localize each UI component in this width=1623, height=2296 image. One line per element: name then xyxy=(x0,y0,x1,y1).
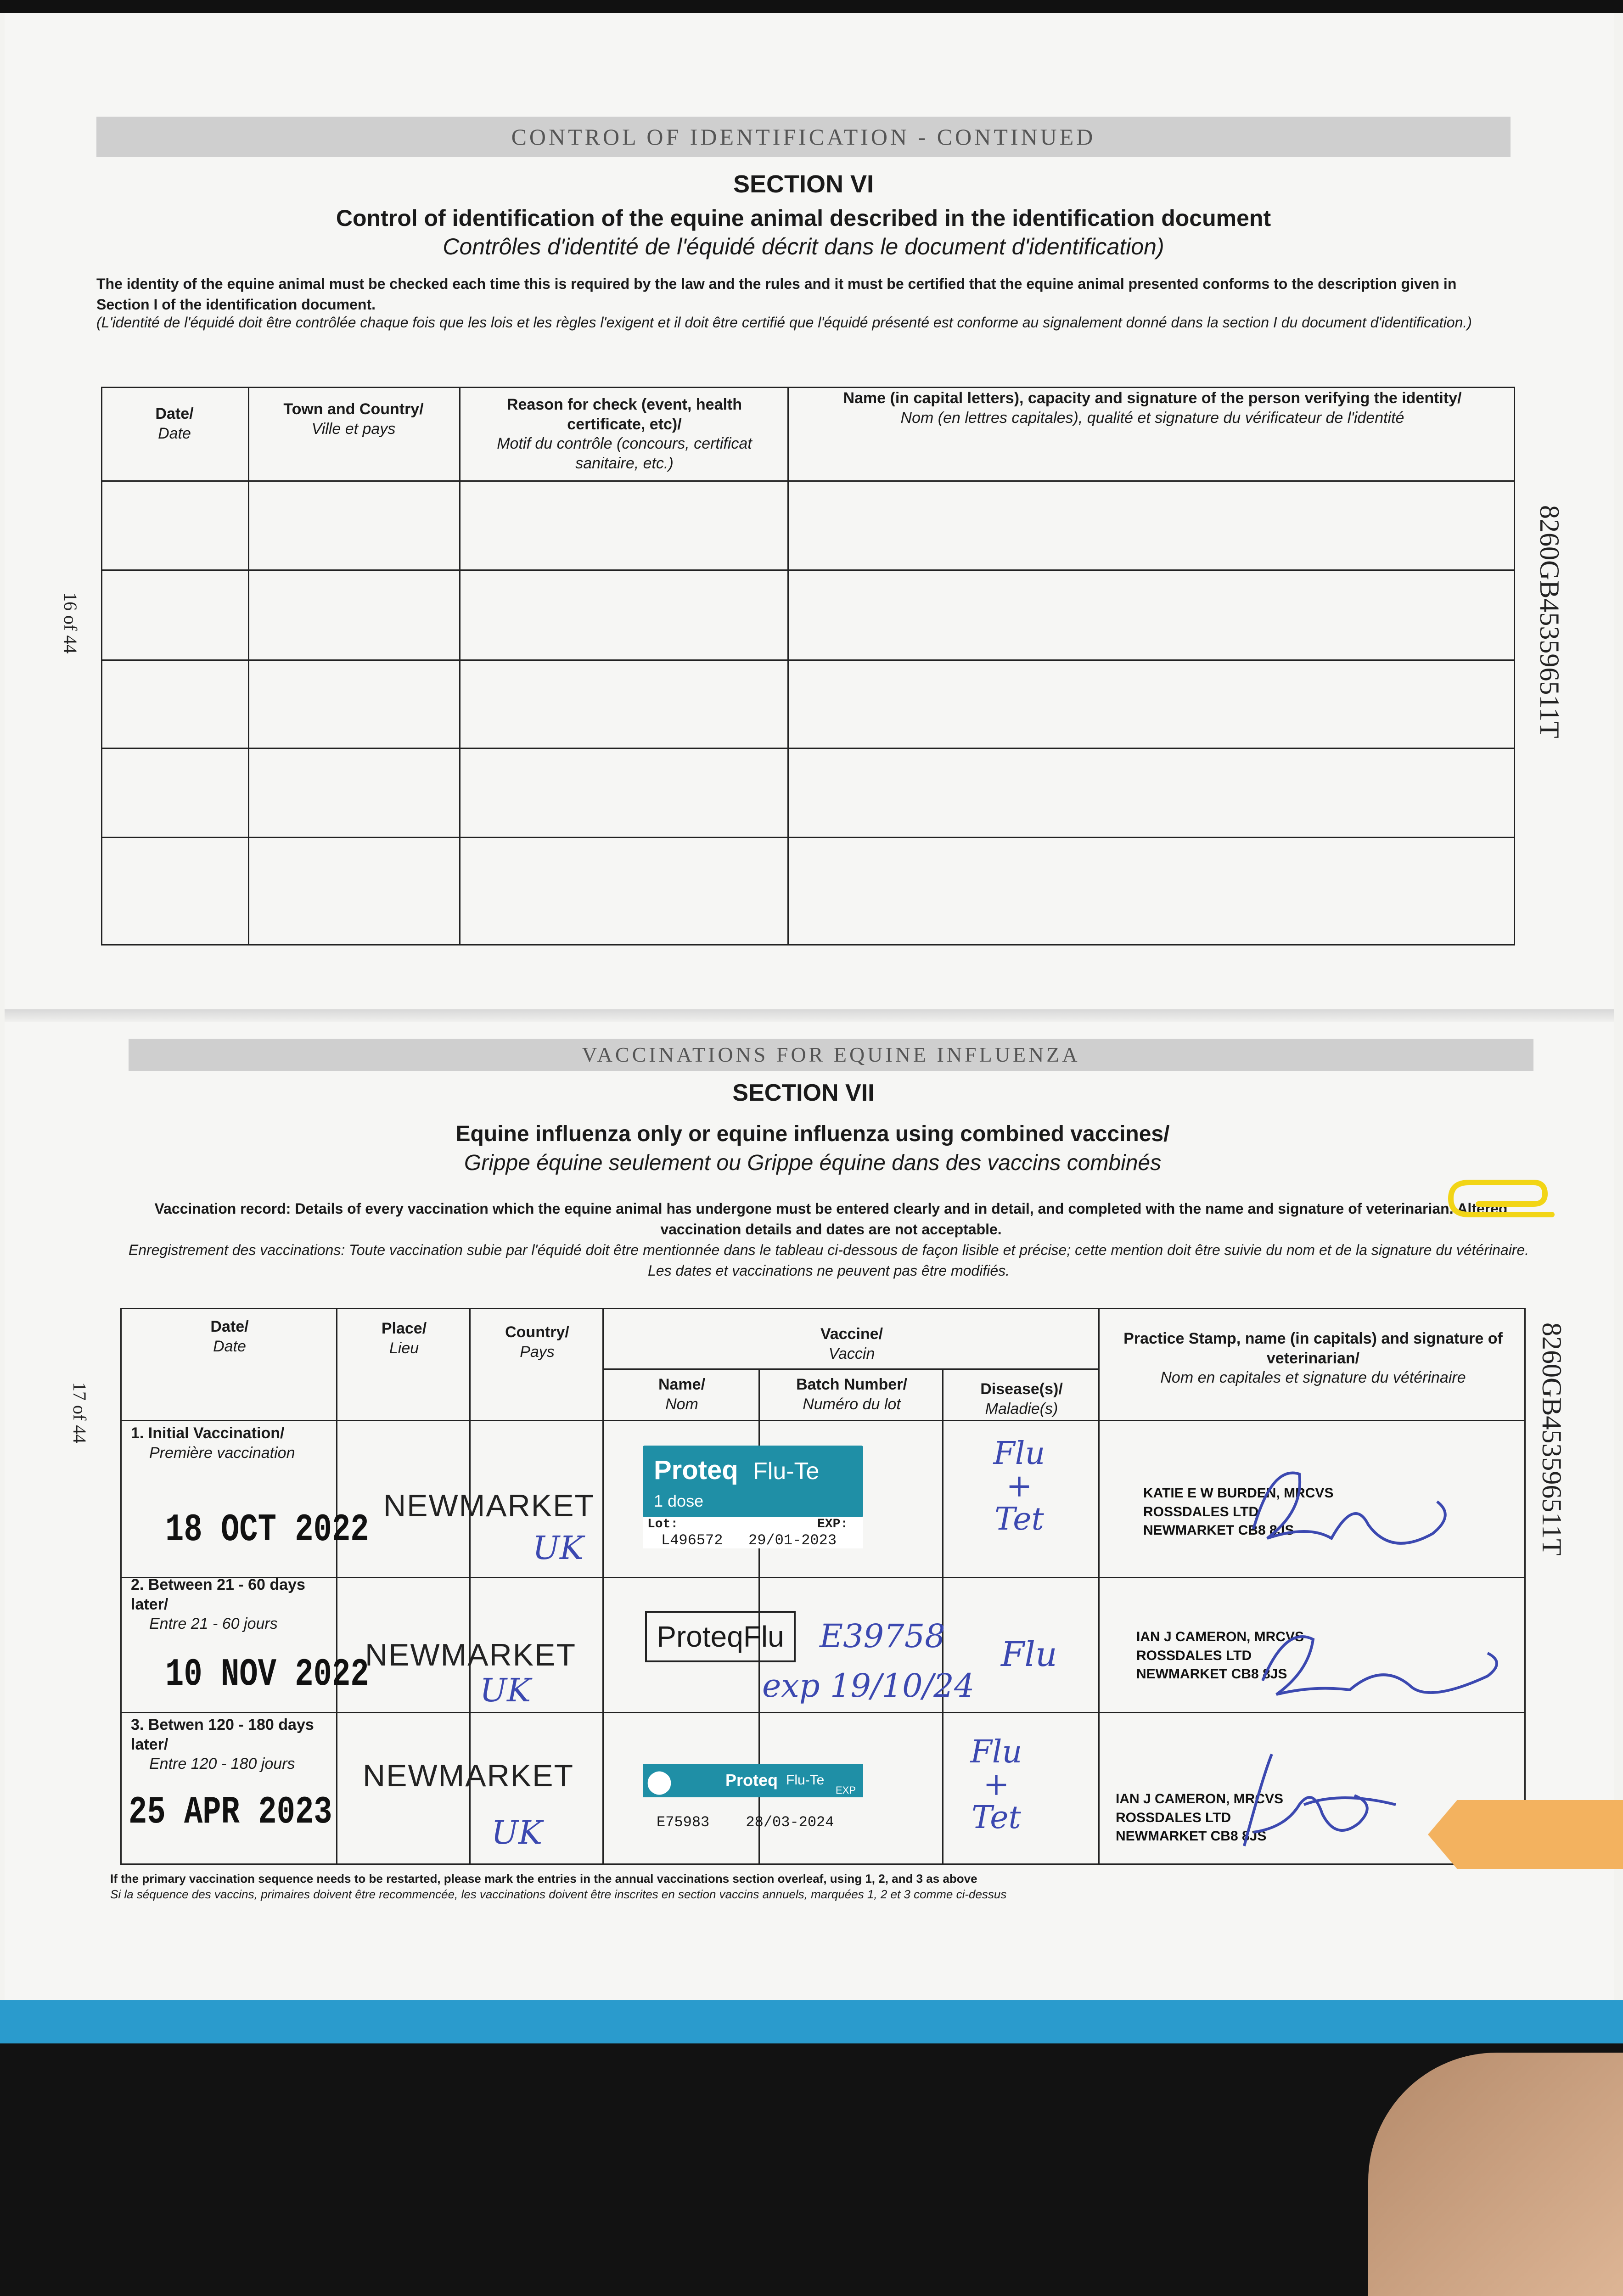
row2-vaccine-name-stamp: ProteqFlu xyxy=(645,1611,796,1662)
vac-col-date: Date/ Date xyxy=(210,1318,249,1355)
vac-col-vaccine: Vaccine/ Vaccin xyxy=(820,1325,883,1362)
row1-place-stamp: NEWMARKET xyxy=(383,1488,595,1523)
section7-heading: SECTION VII xyxy=(732,1080,875,1106)
vac-col-country: Country/ Pays xyxy=(505,1323,569,1361)
row2-place-stamp: NEWMARKET xyxy=(365,1638,576,1672)
row2-disease: Flu xyxy=(1001,1635,1057,1674)
row2-label: 2. Between 21 - 60 days later/ Entre 21 - 60 jours xyxy=(131,1576,305,1632)
section6-heading: SECTION VI xyxy=(733,170,874,198)
row3-vaccine-icon: ⬤ xyxy=(646,1768,672,1794)
finger xyxy=(1368,2053,1623,2296)
section7-footnote-fr: Si la séquence des vaccins, primaires doivent être recommencée, les vaccinations doivent être inscrites en section vaccins annuels, marquées 1, 2 et 3 comme ci-dessus xyxy=(110,1887,1007,1901)
section7-title-fr: Grippe équine seulement ou Grippe équine dans des vaccins combinés xyxy=(464,1151,1162,1175)
id-col-town: Town and Country/ Ville et pays xyxy=(283,400,424,438)
vac-col-disease: Disease(s)/ Maladie(s) xyxy=(980,1380,1063,1418)
page-number-16: 16 of 44 xyxy=(60,592,81,654)
section7-title-en: Equine influenza only or equine influenza using combined vaccines/ xyxy=(455,1122,1170,1146)
row1-vaccine-lot-strip xyxy=(643,1517,863,1548)
row1-vaccine-product: Flu-Te xyxy=(753,1458,820,1485)
row3-exp: 28/03-2024 xyxy=(746,1814,834,1831)
row1-exp: 29/01-2023 xyxy=(748,1532,837,1549)
row1-lot-label: Lot: xyxy=(647,1517,679,1531)
row1-disease: Flu + Tet xyxy=(993,1435,1045,1537)
row3-vaccine-product: Flu-Te xyxy=(786,1773,825,1788)
row1-vet-stamp: KATIE E W BURDEN, MRCVS ROSSDALES LTD NEWMARKET CB8 8JS xyxy=(1143,1486,1334,1538)
passport-cover-edge xyxy=(0,2000,1623,2043)
paper-clip xyxy=(1442,1171,1561,1226)
row1-vaccine-brand: Proteq xyxy=(654,1455,738,1485)
section6-instructions-en: The identity of the equine animal must be checked each time this is required by the law and the rules and it must be certified that the equine animal presented conforms to the description given in Section I of the identification document. xyxy=(96,276,1457,313)
row3-exp-label: EXP xyxy=(836,1784,856,1796)
row2-batch: E39758 xyxy=(820,1617,945,1655)
row3-vaccine-label xyxy=(643,1764,863,1797)
row3-place-stamp: NEWMARKET xyxy=(363,1758,574,1793)
id-col-reason: Reason for check (event, health certificate, etc)/ Motif du contrôle (concours, certificat sanitaire, etc.) xyxy=(497,396,752,472)
row3-date-stamp: 25 APR 2023 xyxy=(129,1791,332,1835)
row1-label: 1. Initial Vaccination/ Première vaccination xyxy=(131,1424,295,1462)
row3-country: UK xyxy=(491,1814,543,1851)
row3-vet-stamp: IAN J CAMERON, MRCVS ROSSDALES LTD NEWMARKET CB8 8JS xyxy=(1116,1791,1284,1844)
vac-col-batch: Batch Number/ Numéro du lot xyxy=(796,1376,907,1413)
row3-vaccine-brand: Proteq xyxy=(725,1771,778,1790)
section7-footnote-en: If the primary vaccination sequence needs to be restarted, please mark the entries in the annual vaccinations section overleaf, using 1, 2, and 3 as above xyxy=(110,1872,977,1885)
row3-label: 3. Betwen 120 - 180 days later/ Entre 120 - 180 jours xyxy=(131,1716,314,1773)
section6-title-en: Control of identification of the equine animal described in the identification document xyxy=(336,205,1271,231)
id-col-verifier: Name (in capital letters), capacity and signature of the person verifying the identity/ Nom (en lettres capitales), qualité et signature du vérificateur de l'identité xyxy=(843,389,1462,427)
row3-vet-signature xyxy=(1221,1740,1460,1860)
section7-instructions-en: Vaccination record: Details of every vaccination which the equine animal has undergone must be entered clearly and in detail, and completed with the name and signature of veterinarian. Altered vaccination details and dates are not acceptable. xyxy=(154,1200,1508,1238)
row1-country: UK xyxy=(533,1529,584,1567)
row1-vaccine-dose: 1 dose xyxy=(654,1491,704,1510)
row1-exp-label: EXP: xyxy=(817,1517,848,1531)
page-number-17: 17 of 44 xyxy=(69,1382,90,1444)
row3-lot-strip xyxy=(657,1814,859,1831)
section6-instructions-fr: (L'identité de l'équidé doit être contrôlée chaque fois que les lois et les règles l'exigent et il doit être certifié que l'équidé présenté est conforme au signalement donné dans la section I du document d'identification.) xyxy=(96,314,1472,331)
scanner-top-edge xyxy=(0,0,1623,13)
vac-col-place: Place/ Lieu xyxy=(381,1320,427,1357)
row2-vet-signature xyxy=(1230,1607,1515,1713)
id-col-date: Date/ Date xyxy=(155,405,194,442)
row2-vet-stamp: IAN J CAMERON, MRCVS ROSSDALES LTD NEWMARKET CB8 8JS xyxy=(1136,1629,1304,1682)
section6-title-fr: Contrôles d'identité de l'équidé décrit dans le document d'identification) xyxy=(443,234,1164,259)
section7-instructions-fr: Enregistrement des vaccinations: Toute vaccination subie par l'équidé doit être mentionnée dans le tableau ci-dessous de façon lisible et précise; cette mention doit être suivie du nom et de la signature du vétérinaire. Les dates et vaccinations ne peuvent pas être modifiés. xyxy=(128,1242,1529,1279)
passport-number-bottom: 8260GB453596511T xyxy=(1537,1322,1567,1556)
row2-country: UK xyxy=(480,1671,531,1709)
section6-banner: CONTROL OF IDENTIFICATION - CONTINUED xyxy=(96,117,1511,157)
row1-lot: L496572 xyxy=(661,1532,723,1549)
row2-batch-exp: exp 19/10/24 xyxy=(762,1667,975,1705)
page-fold xyxy=(5,1009,1614,1022)
page-16 xyxy=(5,13,1614,1009)
row3-lot: E75983 xyxy=(657,1814,710,1831)
vac-col-name: Name/ Nom xyxy=(658,1376,706,1413)
passport-number-top: 8260GB453596511T xyxy=(1534,505,1565,738)
row3-disease: Flu + Tet xyxy=(970,1734,1022,1836)
section7-banner: VACCINATIONS FOR EQUINE INFLUENZA xyxy=(129,1039,1533,1071)
row1-vaccine-label xyxy=(643,1446,863,1517)
row1-vet-signature xyxy=(1217,1446,1474,1566)
vac-col-practice: Practice Stamp, name (in capitals) and signature of veterinarian/ Nom en capitales et signature du vétérinaire xyxy=(1123,1330,1503,1386)
row2-date-stamp: 10 NOV 2022 xyxy=(165,1653,369,1697)
row1-date-stamp: 18 OCT 2022 xyxy=(165,1508,369,1552)
